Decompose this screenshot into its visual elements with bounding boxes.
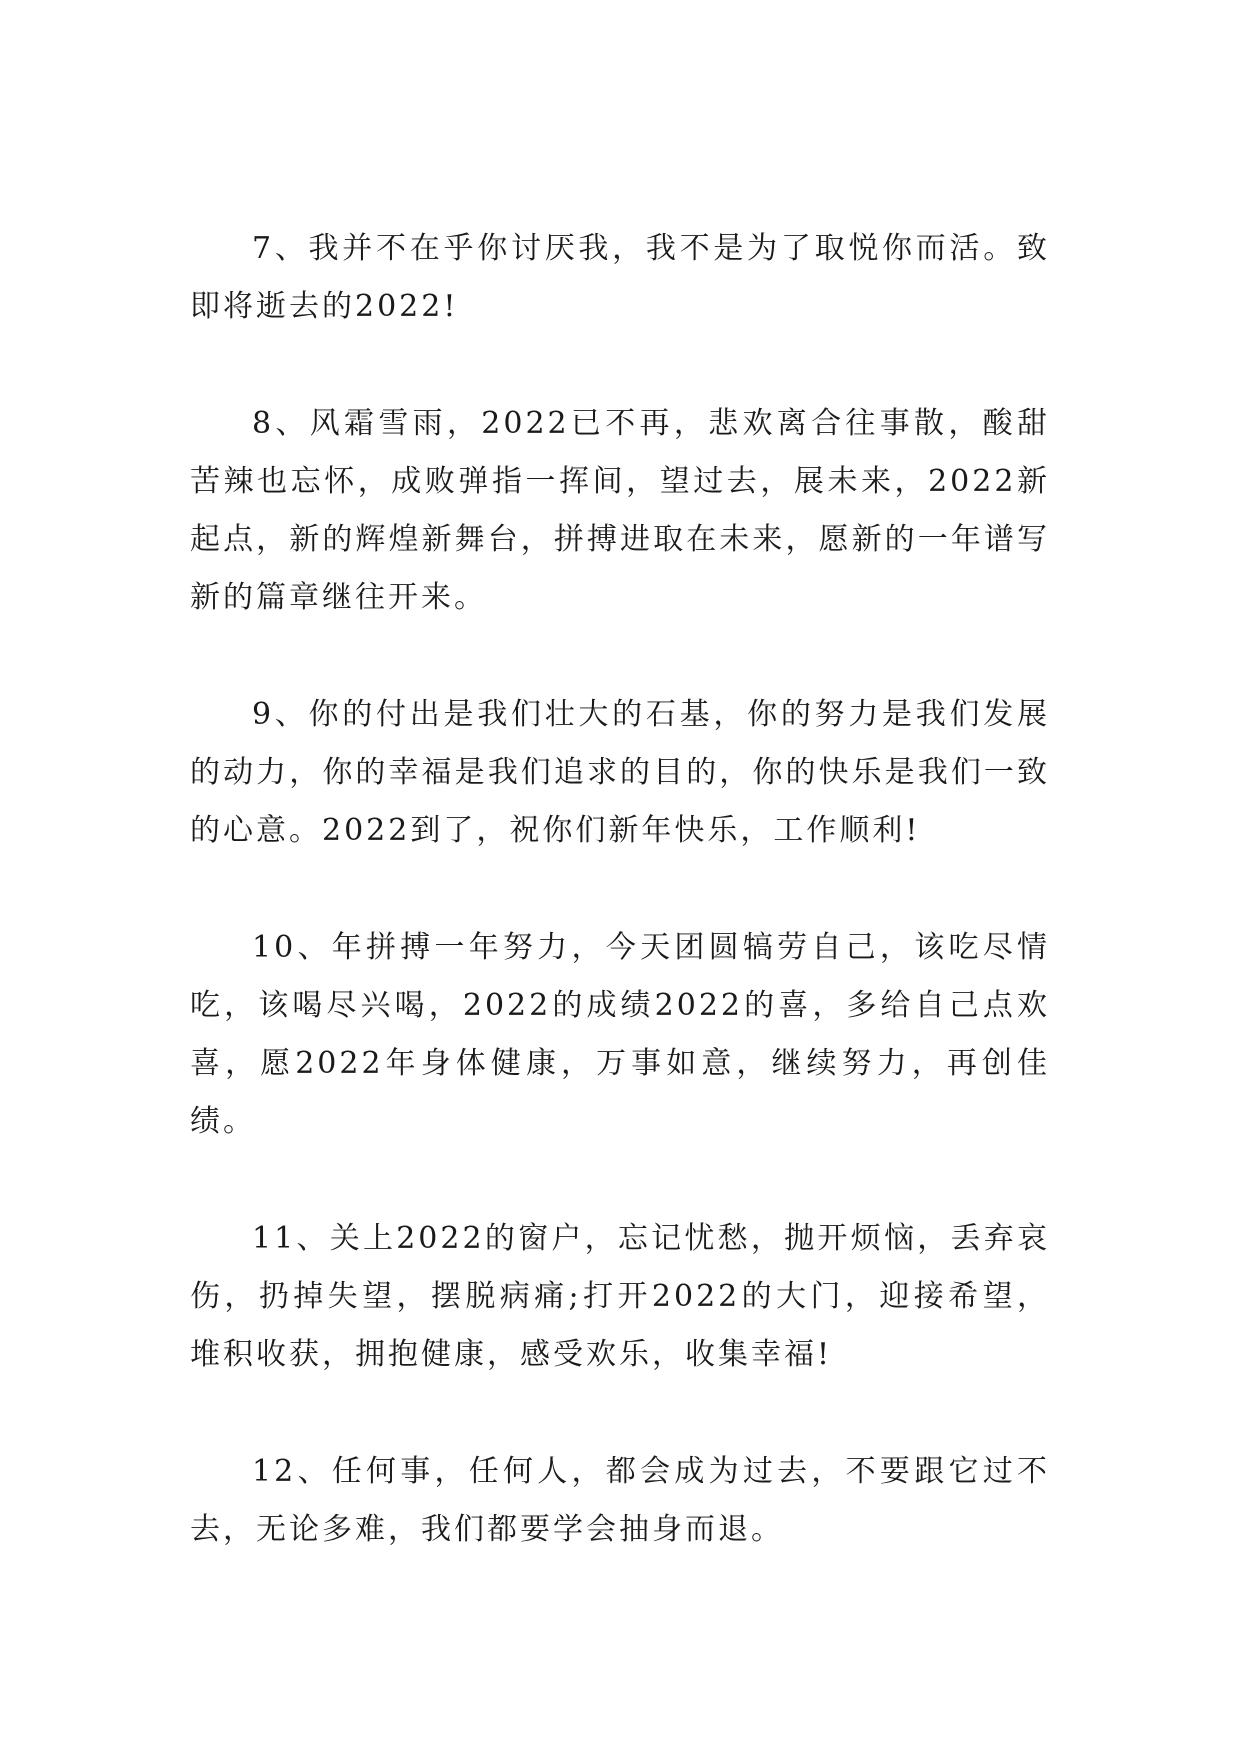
- paragraph-8: 8、风霜雪雨，2022已不再，悲欢离合往事散，酸甜苦辣也忘怀，成败弹指一挥间，望过去，展未来，2022新起点，新的辉煌新舞台，拼搏进取在未来，愿新的一年谱写新的篇章继往开来。: [190, 406, 1050, 615]
- paragraph-11: 11、关上2022的窗户，忘记忧愁，抛开烦恼，丢弃哀伤，扔掉失望，摆脱病痛;打开2022的大门，迎接希望，堆积收获，拥抱健康，感受欢乐，收集幸福!: [190, 1221, 1050, 1372]
- paragraph-10: 10、年拼搏一年努力，今天团圆犒劳自己，该吃尽情吃，该喝尽兴喝，2022的成绩2022的喜，多给自己点欢喜，愿2022年身体健康，万事如意，继续努力，再创佳绩。: [190, 930, 1050, 1139]
- paragraph-7: 7、我并不在乎你讨厌我，我不是为了取悦你而活。致即将逝去的2022!: [190, 231, 1050, 324]
- paragraph-9: 9、你的付出是我们壮大的石基，你的努力是我们发展的动力，你的幸福是我们追求的目的，你的快乐是我们一致的心意。2022到了，祝你们新年快乐，工作顺利!: [190, 697, 1050, 848]
- document-body: [190, 220, 1050, 1618]
- paragraph-12: 12、任何事，任何人，都会成为过去，不要跟它过不去，无论多难，我们都要学会抽身而退。: [190, 1454, 1050, 1547]
